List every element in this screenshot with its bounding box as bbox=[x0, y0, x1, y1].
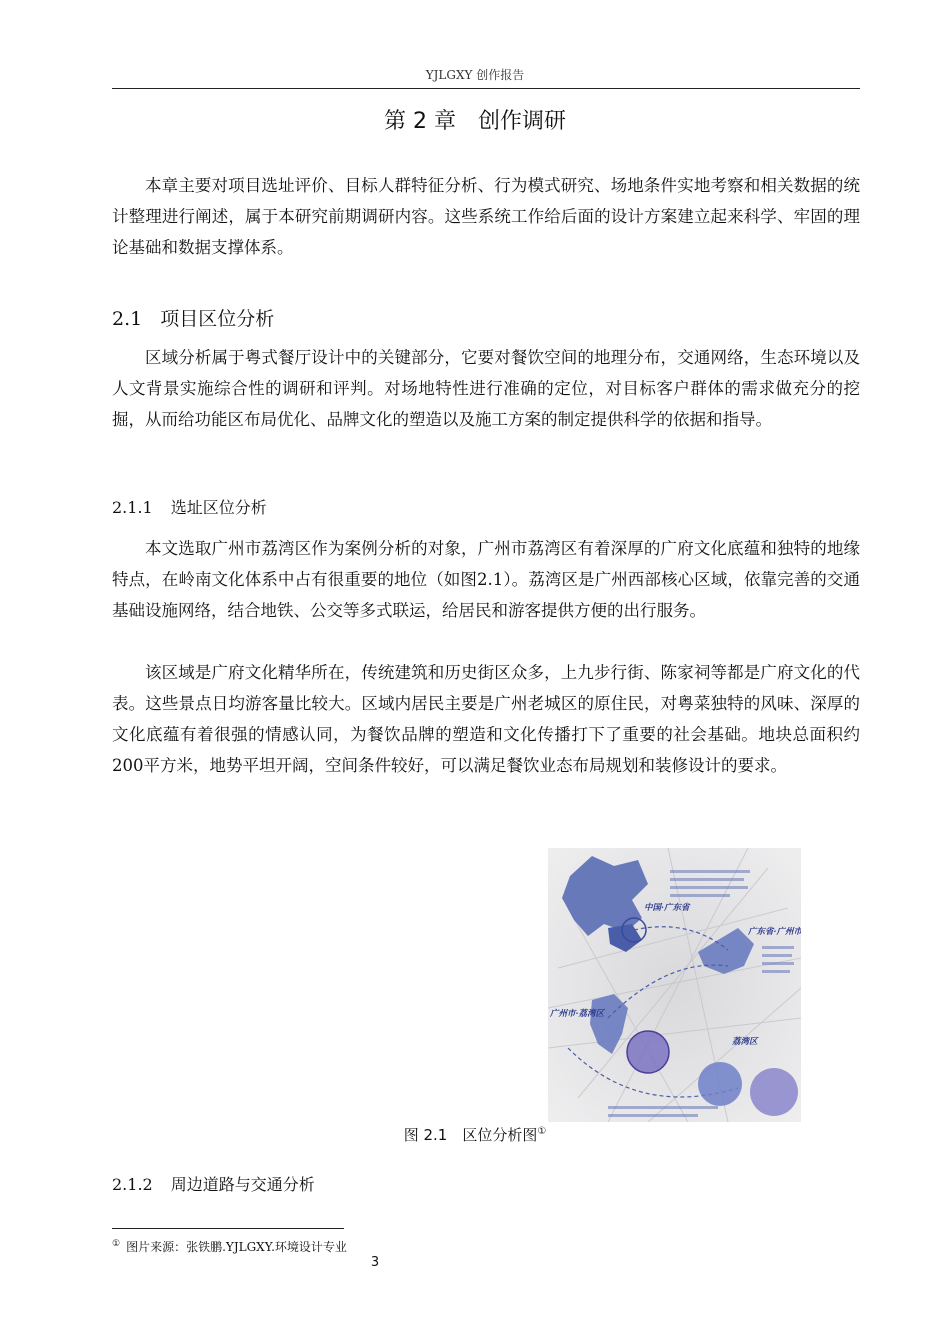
section-2-1-2-heading bbox=[112, 1172, 315, 1195]
chapter-label: 第 2 章 bbox=[384, 109, 456, 134]
map-label-guangzhou: 广东省·广州市 bbox=[748, 927, 801, 937]
section-number: 2.1.2 bbox=[112, 1175, 153, 1194]
map-label-guangdong: 中国·广东省 bbox=[644, 903, 690, 913]
section-title: 选址区位分析 bbox=[170, 498, 267, 517]
location-analysis-figure bbox=[548, 848, 801, 1122]
chapter-intro: 本章主要对项目选址评价、目标人群特征分析、行为模式研究、场地条件实地考察和相关数据的统计整理进行阐述，属于本研究前期调研内容。这些系统工作给后面的设计方案建立起来科学、牢固的理论基础和数据支撑体系。 bbox=[112, 176, 860, 257]
section-title: 周边道路与交通分析 bbox=[170, 1175, 315, 1194]
section-2-1-1-paragraph-2: 该区域是广府文化精华所在，传统建筑和历史街区众多，上九步行街、陈家祠等都是广府文化的代表。这些景点日均游客量比较大。区域内居民主要是广州老城区的原住民，对粤菜独特的风味、深厚的文化底蕴有着很强的情感认同，为餐饮品牌的塑造和文化传播打下了重要的社会基础。地块总面积约200平方米，地势平坦开阔，空间条件较好，可以满足餐饮业态布局规划和装修设计的要求。 bbox=[112, 663, 860, 775]
map-label-liwan-district: 广州市·荔湾区 bbox=[550, 1009, 604, 1019]
caption-footnote-mark: ① bbox=[537, 1126, 547, 1137]
chapter-title bbox=[0, 104, 950, 135]
figure-caption bbox=[0, 1124, 950, 1145]
header-divider bbox=[112, 88, 860, 89]
section-2-1-1-heading bbox=[112, 495, 267, 518]
running-header: YJLGXY 创作报告 bbox=[425, 68, 525, 82]
section-2-1-1-paragraph-1: 本文选取广州市荔湾区作为案例分析的对象，广州市荔湾区有着深厚的广府文化底蕴和独特的地缘特点，在岭南文化体系中占有很重要的地位（如图2.1）。荔湾区是广州西部核心区域，依靠完善的交通基础设施网络，结合地铁、公交等多式联运，给居民和游客提供方便的出行服务。 bbox=[112, 539, 860, 620]
caption-text: 图 2.1 区位分析图 bbox=[403, 1126, 538, 1144]
footnote-text: 图片来源：张铁鹏.YJLGXY.环境设计专业 bbox=[126, 1240, 347, 1254]
section-number: 2.1 bbox=[112, 308, 143, 330]
section-title: 项目区位分析 bbox=[160, 308, 275, 330]
section-2-1-heading bbox=[112, 304, 274, 331]
map-label-liwan: 荔湾区 bbox=[732, 1037, 758, 1047]
chapter-name: 创作调研 bbox=[477, 109, 566, 134]
section-number: 2.1.1 bbox=[112, 498, 153, 517]
section-2-1-paragraph: 区域分析属于粤式餐厅设计中的关键部分，它要对餐饮空间的地理分布，交通网络，生态环境以及人文背景实施综合性的调研和评判。对场地特性进行准确的定位，对目标客户群体的需求做充分的挖掘，从而给功能区布局优化、品牌文化的塑造以及施工方案的制定提供科学的依据和指导。 bbox=[112, 348, 860, 429]
footnote-divider bbox=[112, 1228, 344, 1229]
footnote-mark: ① bbox=[112, 1239, 121, 1249]
page-number: 3 bbox=[370, 1255, 380, 1270]
footnote bbox=[112, 1238, 347, 1255]
